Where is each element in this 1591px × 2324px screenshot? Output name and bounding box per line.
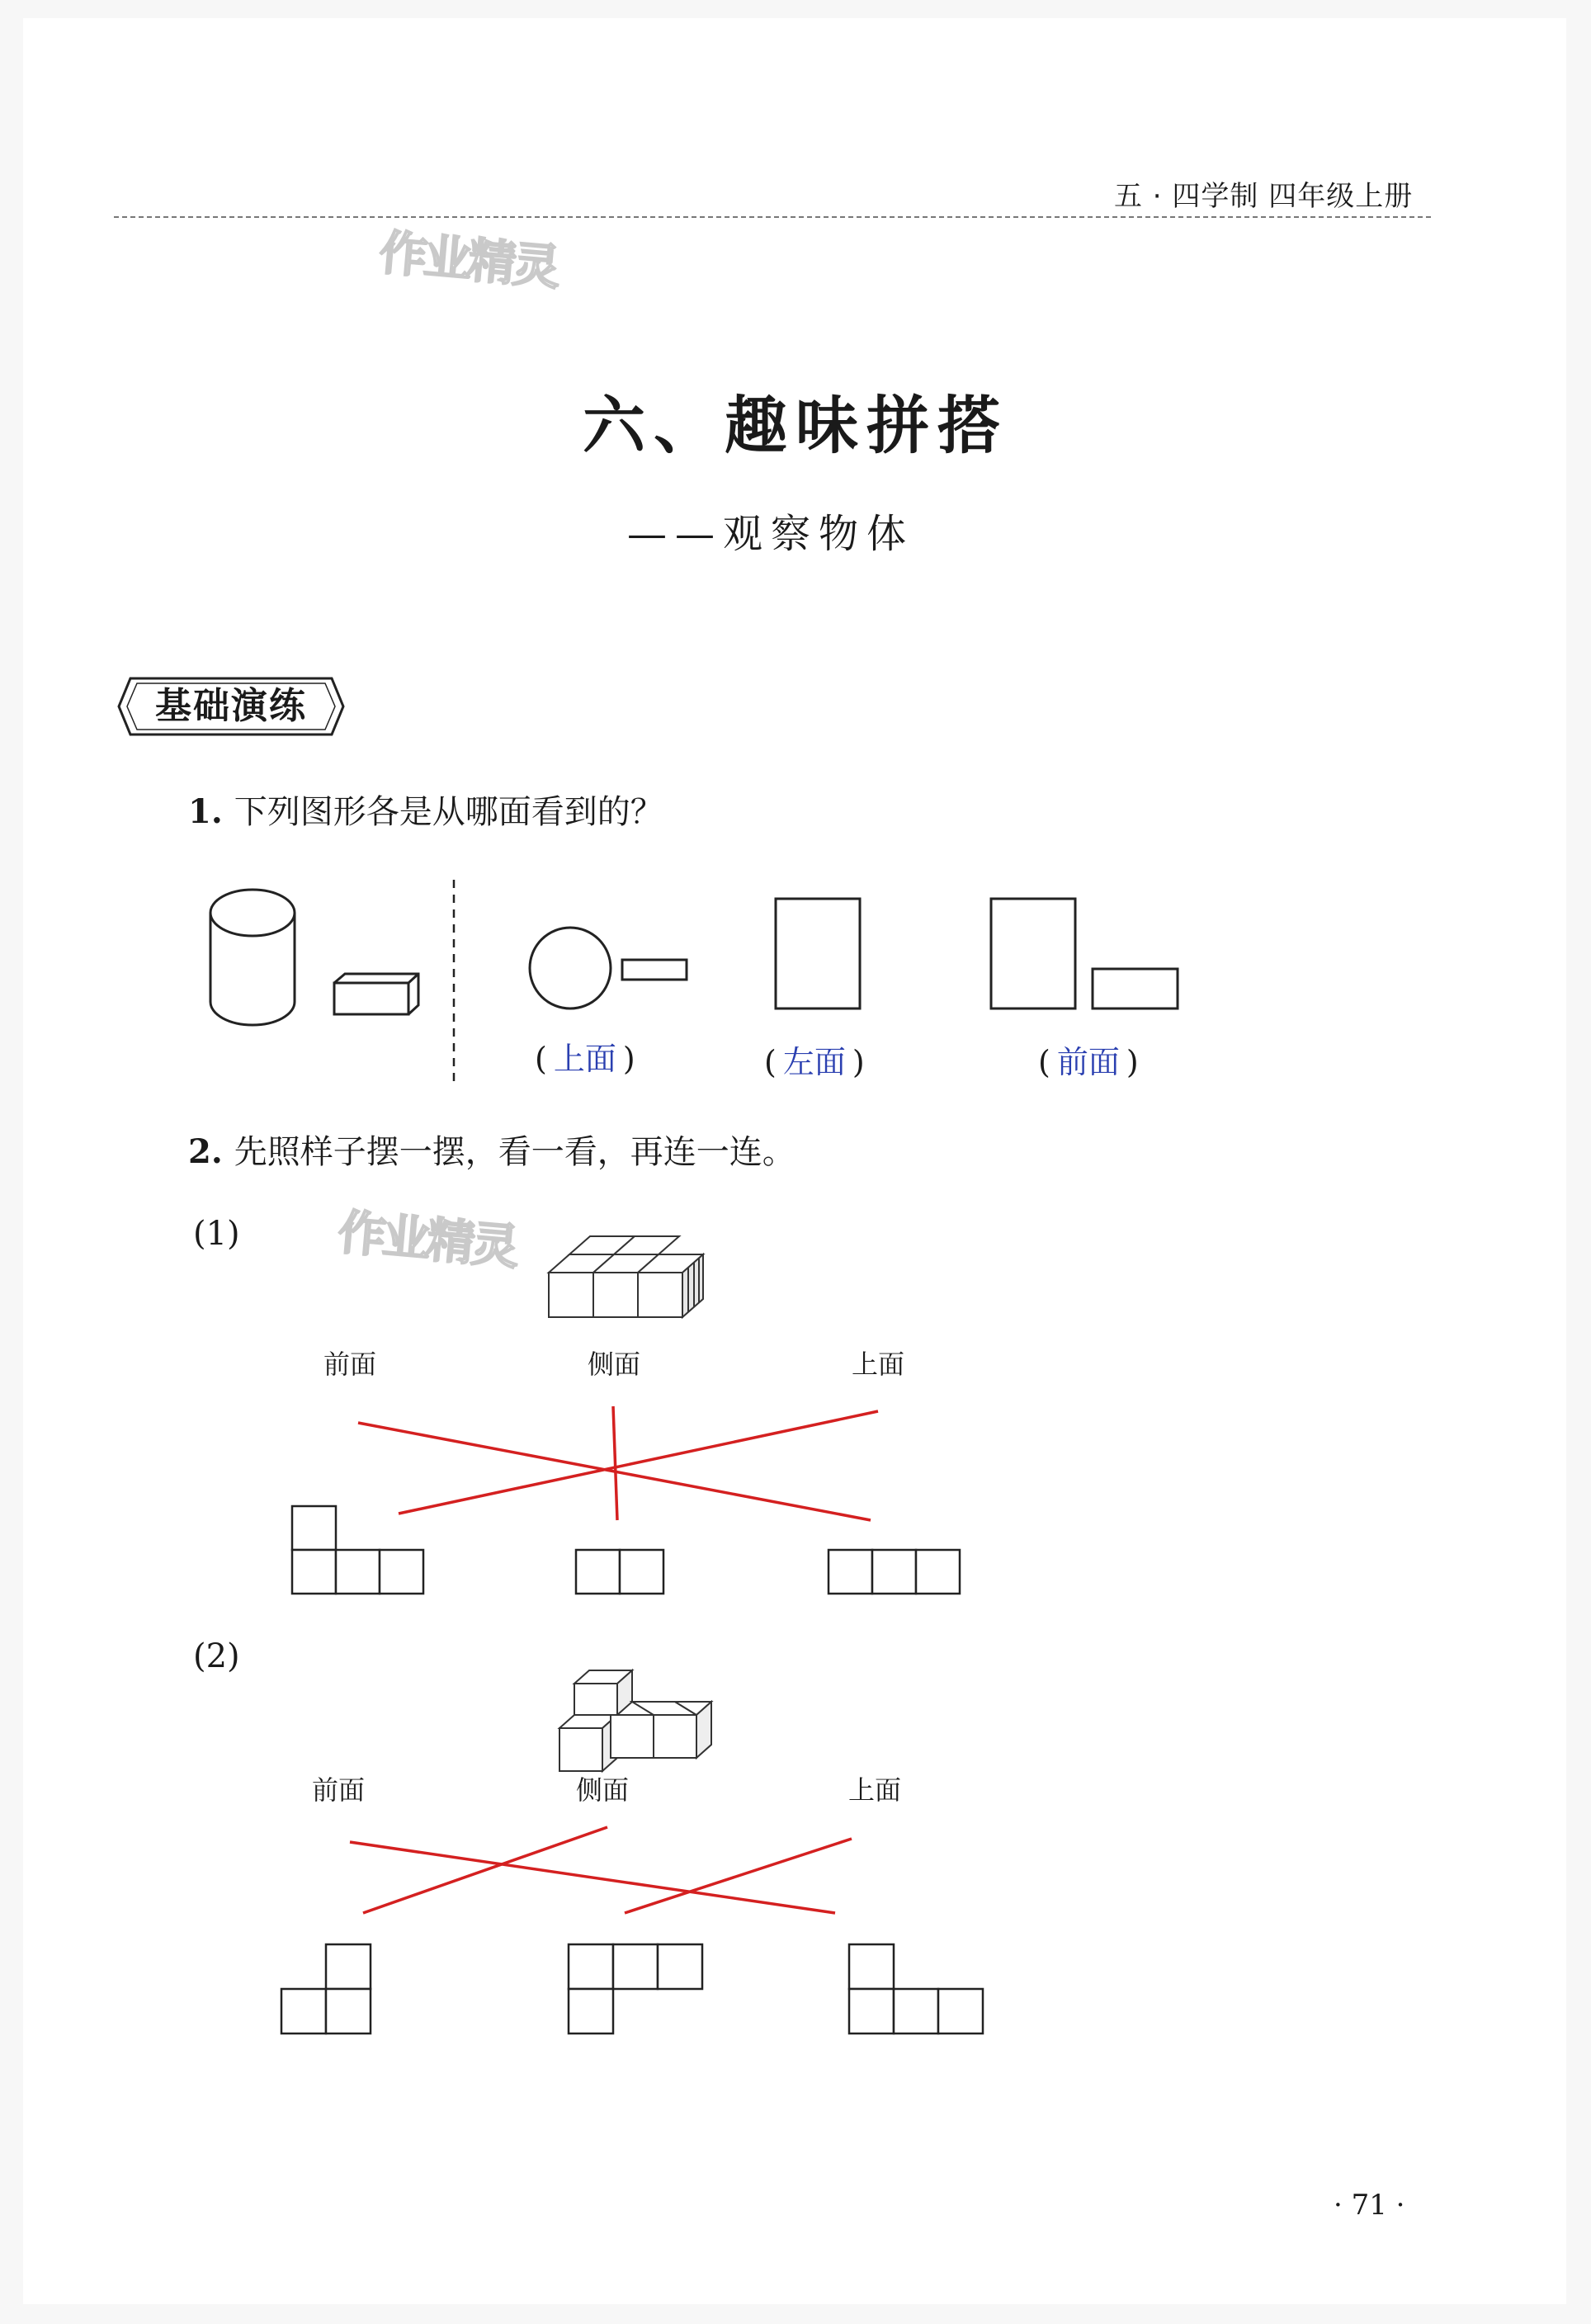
part-2-side-label: 侧面 [576,1774,630,1806]
page-number: · 71 · [1334,2189,1405,2222]
part-1-side-label: 侧面 [588,1349,641,1380]
part-2-match-lines [350,1827,852,1913]
part-2-grid-right [849,1944,983,2034]
part-1-front-label: 前面 [323,1349,377,1380]
question-1-text: 下列图形各是从哪面看到的？ [234,793,663,831]
match-line-1c [399,1411,878,1514]
answer-3-open: ( [1038,1044,1050,1080]
answer-2-fill: 左面 [782,1044,846,1080]
answer-2-open: ( [764,1044,777,1080]
answer-2-close: ) [852,1044,865,1080]
answer-1-open: ( [535,1041,547,1077]
part-2-top-label: 上面 [848,1774,902,1806]
part-1-label: (1) [193,1215,240,1253]
part-2-grid-left [281,1944,371,2034]
chapter-title: 六、趣味拼搭 [583,389,1008,462]
chapter-subtitle: ——观察物体 [627,511,915,557]
part-1-grid-middle [576,1550,663,1594]
part-2-label: (2) [193,1637,240,1675]
part-2-grid-middle [569,1944,702,2034]
part-1-grid-left [292,1506,423,1594]
watermark-middle: 作业精灵 [336,1203,519,1276]
match-line-2c [625,1839,852,1913]
part-2-block-model [559,1670,711,1771]
part-1-block-model [549,1236,703,1317]
running-header: 五 · 四学制 四年级上册 [1114,180,1414,213]
part-1-grid-right [829,1550,960,1594]
part-1-top-label: 上面 [852,1349,905,1380]
section-label: 基础演练 [155,685,307,727]
part-2-front-label: 前面 [312,1774,366,1806]
answer-3-close: ) [1126,1044,1139,1080]
part-1-match-lines [358,1406,878,1520]
match-line-1b [613,1406,617,1520]
answer-1-fill: 上面 [553,1041,616,1077]
watermark-top: 作业精灵 [377,224,560,296]
question-1-number: 1. [188,792,223,831]
question-2-number: 2. [188,1132,223,1171]
answer-3-fill: 前面 [1056,1044,1120,1080]
answer-1-close: ) [622,1041,635,1077]
question-2-text: 先照样子摆一摆，看一看，再连一连。 [234,1133,796,1171]
match-line-2b [363,1827,607,1913]
match-line-2a [350,1842,835,1913]
